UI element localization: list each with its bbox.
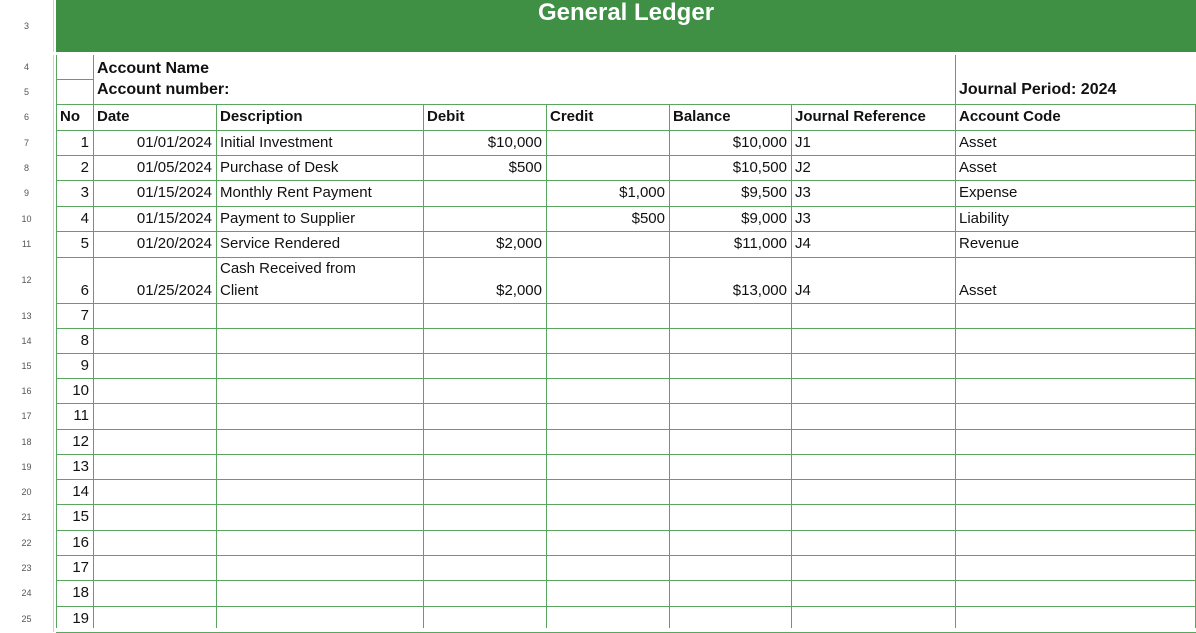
cell-no[interactable]: 7 bbox=[80, 307, 89, 324]
col-header-debit[interactable]: Debit bbox=[427, 108, 465, 125]
row-header[interactable]: 21 bbox=[0, 504, 54, 530]
account-number-label[interactable]: Account number: bbox=[97, 81, 230, 98]
cell-no[interactable]: 1 bbox=[80, 134, 89, 151]
cell-no[interactable]: 11 bbox=[73, 407, 89, 424]
row-header[interactable]: 25 bbox=[0, 606, 54, 632]
grid-line bbox=[56, 606, 1196, 607]
cell-no[interactable]: 13 bbox=[72, 458, 89, 475]
grid-line bbox=[56, 328, 1196, 329]
row-header[interactable]: 14 bbox=[0, 328, 54, 353]
cell-account-code[interactable]: Liability bbox=[959, 210, 1010, 227]
cell-credit[interactable] bbox=[546, 155, 669, 180]
cell-no[interactable]: 18 bbox=[72, 584, 89, 601]
row-header[interactable]: 19 bbox=[0, 454, 54, 479]
cell-date[interactable]: 01/15/2024 bbox=[136, 184, 212, 201]
cell-debit[interactable]: $2,000 bbox=[496, 235, 542, 252]
cell-journal-reference[interactable]: J4 bbox=[795, 282, 811, 299]
row-header[interactable]: 7 bbox=[0, 130, 54, 155]
cell-account-code[interactable]: Asset bbox=[959, 134, 997, 151]
row-header[interactable]: 11 bbox=[0, 231, 54, 257]
cell-debit[interactable]: $10,000 bbox=[487, 134, 542, 151]
cell-no[interactable]: 3 bbox=[80, 184, 89, 201]
cell-no[interactable]: 10 bbox=[72, 382, 89, 399]
col-header-date[interactable]: Date bbox=[97, 108, 130, 125]
col-header-balance[interactable]: Balance bbox=[673, 108, 731, 125]
journal-period-label[interactable]: Journal Period: 2024 bbox=[959, 81, 1117, 98]
cell-no[interactable]: 5 bbox=[80, 235, 89, 252]
cell-no[interactable]: 6 bbox=[80, 282, 89, 299]
cell-no[interactable]: 4 bbox=[80, 210, 89, 227]
col-header-journal-reference[interactable]: Journal Reference bbox=[795, 108, 926, 125]
cell-balance[interactable]: $9,000 bbox=[741, 210, 787, 227]
cell-date[interactable]: 01/15/2024 bbox=[136, 210, 212, 227]
row-header[interactable]: 17 bbox=[0, 403, 54, 429]
cell-description[interactable]: Initial Investment bbox=[220, 134, 333, 151]
cell-debit[interactable]: $2,000 bbox=[496, 282, 542, 299]
row-header[interactable]: 24 bbox=[0, 580, 54, 606]
cell-journal-reference[interactable]: J1 bbox=[795, 134, 811, 151]
cell-debit[interactable] bbox=[423, 180, 546, 206]
col-header-no[interactable]: No bbox=[60, 108, 80, 125]
row-header[interactable]: 20 bbox=[0, 479, 54, 504]
grid-line bbox=[56, 555, 1196, 556]
row-header[interactable]: 5 bbox=[0, 79, 54, 104]
cell-balance[interactable]: $10,500 bbox=[732, 159, 787, 176]
grid-line bbox=[56, 530, 1196, 531]
cell-no[interactable]: 17 bbox=[72, 559, 89, 576]
cell-no[interactable]: 2 bbox=[80, 159, 89, 176]
cell-journal-reference[interactable]: J3 bbox=[795, 210, 811, 227]
cell-credit[interactable]: $500 bbox=[631, 210, 665, 227]
account-name-label[interactable]: Account Name bbox=[97, 60, 210, 77]
grid-line bbox=[56, 454, 1196, 455]
cell-no[interactable]: 12 bbox=[72, 433, 89, 450]
cell-no[interactable]: 19 bbox=[72, 610, 89, 627]
grid-line bbox=[56, 403, 1196, 404]
cell-debit[interactable] bbox=[423, 206, 546, 231]
cell-description[interactable]: Service Rendered bbox=[220, 235, 341, 252]
row-header[interactable]: 4 bbox=[0, 55, 54, 79]
cell-date[interactable]: 01/25/2024 bbox=[136, 282, 212, 299]
grid-line bbox=[56, 429, 1196, 430]
cell-account-code[interactable]: Asset bbox=[959, 159, 997, 176]
cell-debit[interactable]: $500 bbox=[508, 159, 542, 176]
grid-line bbox=[56, 580, 1196, 581]
grid-line bbox=[56, 257, 1196, 258]
row-header[interactable]: 3 bbox=[0, 0, 54, 52]
cell-credit[interactable] bbox=[546, 130, 669, 155]
cell-journal-reference[interactable]: J2 bbox=[795, 159, 811, 176]
cell-date[interactable]: 01/05/2024 bbox=[136, 159, 212, 176]
cell-credit[interactable] bbox=[546, 281, 669, 303]
row-header[interactable]: 12 bbox=[0, 257, 54, 303]
cell-no[interactable]: 9 bbox=[80, 357, 89, 374]
cell-no[interactable]: 8 bbox=[80, 332, 89, 349]
cell-account-code[interactable]: Asset bbox=[959, 282, 997, 299]
grid-line bbox=[56, 378, 1196, 379]
row-header[interactable]: 6 bbox=[0, 104, 54, 130]
cell-date[interactable]: 01/20/2024 bbox=[136, 235, 212, 252]
cell-account-code[interactable]: Revenue bbox=[959, 235, 1020, 252]
cell-description[interactable]: Monthly Rent Payment bbox=[220, 184, 372, 201]
grid-line bbox=[56, 303, 1196, 304]
row-header[interactable]: 10 bbox=[0, 206, 54, 231]
cell-no[interactable]: 15 bbox=[72, 508, 89, 525]
cell-date[interactable]: 01/01/2024 bbox=[136, 134, 212, 151]
col-header-credit[interactable]: Credit bbox=[550, 108, 594, 125]
cell-description[interactable]: Payment to Supplier bbox=[220, 210, 356, 227]
cell-description[interactable]: Cash Received from bbox=[220, 260, 356, 277]
row-header[interactable]: 15 bbox=[0, 353, 54, 378]
cell-credit[interactable]: $1,000 bbox=[619, 184, 665, 201]
cell-balance[interactable]: $9,500 bbox=[741, 184, 787, 201]
row-header[interactable]: 23 bbox=[0, 555, 54, 580]
row-header[interactable]: 18 bbox=[0, 429, 54, 454]
grid-line bbox=[56, 479, 1196, 480]
col-header-account-code[interactable]: Account Code bbox=[959, 108, 1061, 125]
row-header[interactable]: 22 bbox=[0, 530, 54, 555]
row-header[interactable]: 13 bbox=[0, 303, 54, 328]
cell-journal-reference[interactable]: J4 bbox=[795, 235, 811, 252]
row-header[interactable]: 8 bbox=[0, 155, 54, 180]
cell-description[interactable]: Purchase of Desk bbox=[220, 159, 339, 176]
cell-journal-reference[interactable]: J3 bbox=[795, 184, 811, 201]
cell-description[interactable]: Client bbox=[220, 282, 259, 299]
col-header-description[interactable]: Description bbox=[220, 108, 303, 125]
grid-line bbox=[56, 504, 1196, 505]
cell-no[interactable]: 14 bbox=[72, 483, 89, 500]
title-bar bbox=[56, 0, 1196, 52]
grid-line bbox=[56, 79, 93, 80]
grid-line bbox=[56, 353, 1196, 354]
cell-credit[interactable] bbox=[546, 231, 669, 257]
cell-no[interactable]: 16 bbox=[72, 534, 89, 551]
cell-balance[interactable]: $13,000 bbox=[732, 282, 787, 299]
row-header[interactable]: 9 bbox=[0, 180, 54, 206]
sheet-title[interactable]: General Ledger bbox=[537, 0, 715, 26]
cell-account-code[interactable]: Expense bbox=[959, 184, 1018, 201]
row-header[interactable]: 16 bbox=[0, 378, 54, 403]
cell-balance[interactable]: $10,000 bbox=[732, 134, 787, 151]
cell-balance[interactable]: $11,000 bbox=[733, 235, 787, 252]
